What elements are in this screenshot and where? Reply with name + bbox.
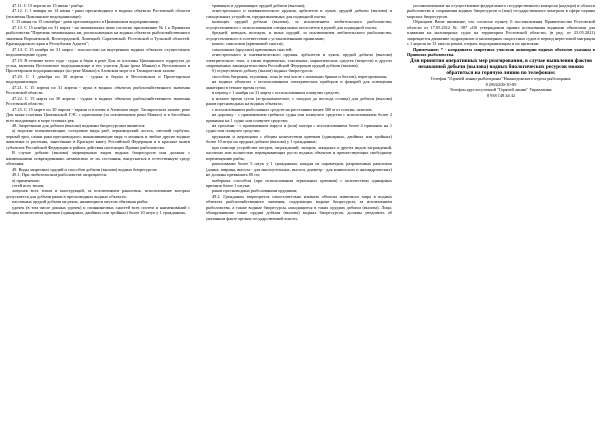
- paragraph: бредней, неводов, волокуш, и иных орудий, за исключением любительского рыболовства, осуществляемого в соответствии с установленными правилами;: [206, 30, 392, 41]
- paragraph: раков пресноводных рыболовными орудиями;: [212, 188, 298, 194]
- paragraph: на троллинг - с применением паруса и (или) мотора с использованием более 2 приманок на 1 судно или плавучее средство;: [206, 122, 392, 134]
- paragraph: 47.12. С 1 января по 14 июня - раки пресноводного в водных объектах Ростовской области (исключая Цимлянское водохранилище);: [6, 8, 190, 19]
- paragraph: кошек, самоловов (крючковой снасти);: [212, 41, 284, 47]
- paragraph: 47.19. В течение всего года - судак и берш в реке Дон от плотины Цимлянского гидроузла до устья, включая Веселовское водохранилище и его участок Дона (река Маныч) в Веселовском и Пролетарском водохранилищах (по реке Маныч) в Азовском море и в Таганрогском заливе.: [6, 57, 190, 74]
- paragraph: ловушек всех типов и конструкций, за исключением раколовок, использование которых допускается для добычи раков в пресноводных водных объектах;: [6, 188, 190, 199]
- paragraph: 49. Виды запретных орудий и способов добычи (вылова) водных биоресурсов:: [12, 166, 158, 172]
- paragraph: 49.1. При любительском рыболовстве запрещается:: [12, 172, 108, 178]
- paragraph: 48. Запретными для добычи (вылова) водными биоресурсами являются:: [12, 122, 146, 128]
- paragraph: С 15 июня по 15 сентября - раки пресноводного в Цимлянском водохранилище;: [12, 19, 160, 25]
- text-column-1: [6, 3, 190, 423]
- paragraph: а) применение:: [12, 177, 40, 183]
- paragraph: на водных объектах с использованием электрических приборов и фонарей для освещения акватории в темное время суток;: [206, 79, 392, 90]
- paragraph: самоловных (ярусных) крючковых снастей;: [212, 46, 293, 52]
- hotline-heading: Для принятия оперативных мер реагирования, в случае выявления фактов незаконной добычи (вылова) водных биологических ресурсов можно обратиться на горячую линию по телефонам:: [409, 57, 593, 77]
- paragraph: огнестрельного и пневматического оружия, арбалетов и луков, орудий добычи (вылова) и самодельных устройств, предназначенных для подводной охоты;: [206, 8, 392, 19]
- paragraph: травящих и дурманящих орудий добычи (вылова);: [212, 3, 306, 8]
- paragraph: в период с 1 ноября по 31 марта с использованием плавучих средств;: [212, 90, 340, 96]
- text-column-2: [206, 3, 392, 423]
- hotline-label-regional: Телефон "Горячей линии рыбоохраны" Нижнедонского отдела рыбоохраны:: [430, 76, 572, 82]
- paragraph: 49.2. Гражданам запрещается самостоятельно изымать объекты животного мира в водных объектах рыбохозяйственного значения, содержащих водные биоресурсы, за исключением рыболовства, а также водные биоресурсы, находящиеся в таких орудиях добычи (вылова). Лица, обнаружившие такие орудия добычи (вылова) водных биоресурсов, должны уведомить об указанном факте органы государственной власти,: [206, 193, 392, 221]
- paragraph: при помощи устройства заездов, заграждений, запоров, закидных и других видов заграждений, частично или полностью перекрывающих русло водных объектов и препятствующих свободному перемещению рыбы;: [206, 144, 392, 161]
- hotline-phone-administration: 8 938 148 44 42: [486, 92, 516, 98]
- paragraph: В случае добычи (вылова) запрещенных видов водных биоресурсов они должны с наименьшими повреждениями, независимо от их состояния, выпускаться в естественную среду обитания.: [6, 150, 190, 167]
- paragraph: колющих орудий добычи (вылова), за исключением любительского рыболовства, осуществляемого с использованием специальных пистолетов и ружей для подводной охоты;: [206, 19, 392, 30]
- paragraph: 47.13. С 15 ноября по 31 марта - на зимовальных ямах согласно приложению № 1 к Правилам рыболовства "Перечень зимовальных ям, расположенных на водных объектах рыбохозяйственного значения Воронежской, Волгоградской, Липецкой, Саратовской, Ростовской и Тульской областей, Краснодарского края и Республики Адыгея";: [6, 24, 190, 47]
- paragraph: в ночное время суток (астрономическое, с заходом до восхода солнца) для добычи (вылова) раков пресноводных на водных объектах;: [206, 95, 392, 107]
- paragraph: удочек (в том числе донных удочек) и спиннинговых снастей всех систем и наименований с общим количеством крючков (одинарных, двойных или тройных) более 10 штук у 1 гражданина,: [6, 204, 190, 216]
- paragraph: 47.21. С 15 апреля по 31 апреля - щука в водных объектах рыбохозяйственного значения Ростовской области.: [6, 84, 190, 96]
- text-column-3: [407, 3, 595, 423]
- paragraph: пассивных орудий добычи на реках, являющихся местом обитания рыбы;: [12, 199, 149, 205]
- paragraph: 47.11. С 15 апреля по 15 июня - рыбца.: [12, 3, 84, 8]
- paragraph: сетей всех типов;: [12, 182, 45, 188]
- paragraph: кружками и жерлицами с общим количеством крючков (одинарных, двойных или тройных) более 10 штук на орудиях добычи (вылова) у 1 гражданина;: [206, 133, 392, 145]
- paragraph: огнестрельного и пневматического оружия, арбалетов и луков, орудий добычи (вылова) электрического тока, а также взрывчатых, токсичных, наркотических средств (веществ) и других запрещенных законодательством Российской Федерации орудий добычи (вылова);: [206, 52, 392, 68]
- paragraph: с использованием рыболовных средств на расстоянии менее 500 м от плотин, шлюзов;: [212, 106, 373, 112]
- paragraph: жаберных способом (при использовании зеркальных крючков) с количеством одинарных крючков более 1 штуки;: [206, 177, 392, 188]
- hotline-phone-regional: 8 (863)200-10-09: [485, 81, 517, 87]
- paragraph: способом багрения, глушения, гона (в том числе с помощью бряков и болтов), перегорожения;: [212, 73, 388, 79]
- paragraph: на дорожку - с применением гребного судна или плавучего средства с использованием более 2 приманок на 1 судно или плавучее средство;: [206, 112, 392, 123]
- paragraph: б) осуществлять добычу (вылов) водных биоресурсов:: [212, 68, 313, 74]
- paragraph: 47.14. С 15 ноября по 31 марта - плоскостью на внутренних водных объектах осуществлять водоизмещение судов;: [6, 46, 190, 58]
- paragraph: 47.25. С 15 марта по 30 апреля - тарани и плотвы в Азовском море, Таганрогском заливе, реке Дон ниже плотины Цимлянской ГЭС с притоками (за исключением реки Маныч) и в бассейнах всех впадающих в море степных рек.: [6, 106, 190, 123]
- hotline-label-administration: Телефон круглосуточной "Горячей линии" Управления:: [449, 87, 553, 93]
- paragraph: уполномоченные на осуществление федерального государственного контроля (надзора) в области рыболовства и сохранения водных биоресурсов и (или) государственного контроля в сфере охраны морских биоресурсов.: [407, 3, 595, 19]
- paragraph: 47.20. С 1 декабря по 30 апреля - судака и берша в Веселовском и Пролетарском водохранилищах.: [6, 73, 190, 85]
- paragraph: раколовками более 5 штук у 1 гражданина, каждая из параметров, разрешенных раколовок (длина, ширина, высота - для многоугольных, высота, диаметр - для конических и цилиндрических) не должны превышать 80 см;: [206, 161, 392, 178]
- paragraph: 47.22. С 15 марта по 30 апреля - судака в водных объектах рыбохозяйственного значения Ростовской области;: [6, 95, 190, 107]
- paragraph: а) морские млекопитающие, осетровые виды рыб, черноморский лосось, светлый горбуша, черный ерш, самки рака пресноводного, вынашивающие икру и личинок и любые другие водные животные и растения, занесённые в Красную книгу Российской Федерации и в красные книги субъектов Российской Федерации в районе действия настоящих Правил рыболовства.: [6, 128, 190, 150]
- paragraph: Обращаем Ваше внимание, что согласно пункту 6 постановления Правительства Ростовской области от 17.05.2012 № 387 «Об утверждении правил пользования водными объектами для плавания на маломерных судах на территории Ростовской области» (в ред. от 25.05.2021) запрещается движение гидроциклов и маломерных скоростных судов в период нерестовой миграции с 1 апреля по 31 мая по рекам, озерам, водохранилищам и их притокам.: [407, 19, 595, 47]
- note-paragraph: Примечание: * - координаты запретных участков акватории водных объектов указаны в Правилах рыболовства.: [407, 46, 595, 58]
